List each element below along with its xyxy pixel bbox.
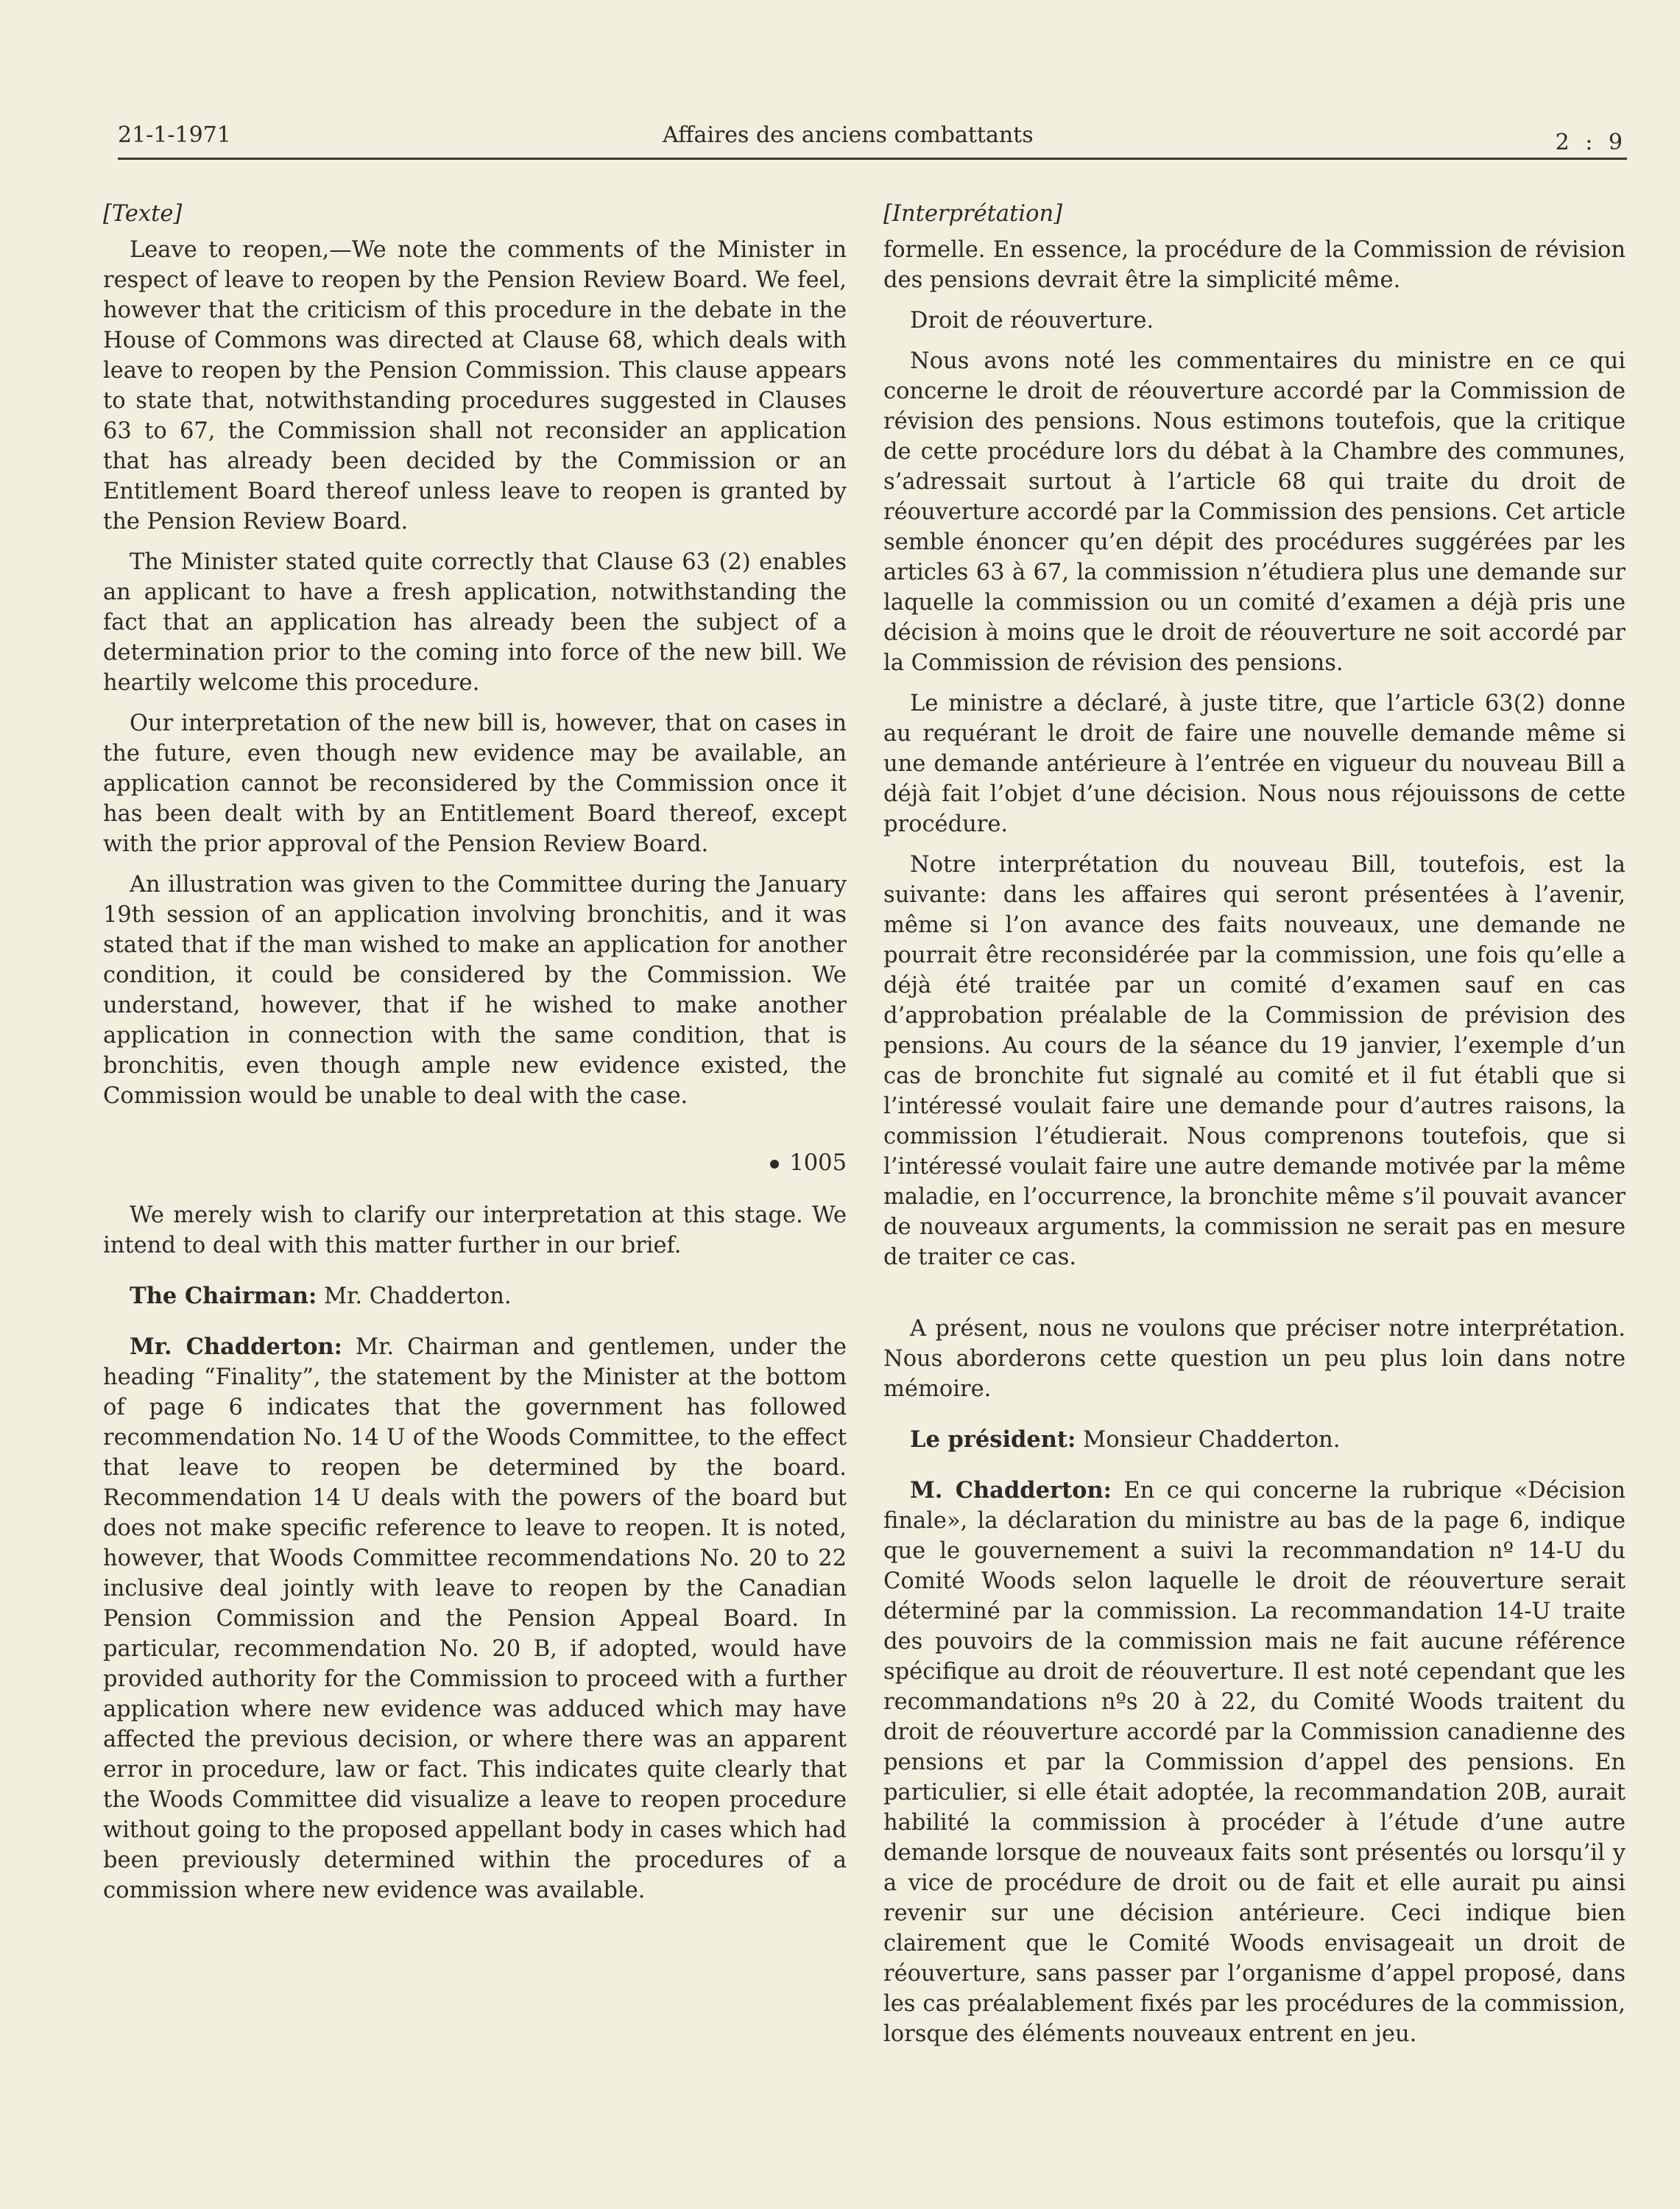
paragraph: We merely wish to clarify our interpretation at this stage. We intend to deal with this matter further in our brief. [103,1202,847,1258]
speaker-text: Mr. Chadderton. [323,1283,512,1309]
speaker-name: Le président: [910,1426,1076,1453]
page-header [118,116,1627,160]
speaker-paragraph [883,1425,1626,1455]
paragraph: An illustration was given to the Committee during the January 19th session of an application involving bronchitis, and it was stated that if the man wished to make an application for another condition, it could be considered by the Commission. We understand, however, that if he wished to make another application in connection with the same condition, that is bronchitis, even though ample new evidence existed, the Commission would be unable to deal with the case. [103,872,847,1109]
header-date: 21-1-1971 [118,122,231,148]
header-page-number: 2 : 9 [1555,130,1627,155]
speaker-text: Mr. Chairman and gentlemen, under the heading “Finality”, the statement by the Minister at the bottom of page 6 indicates that the government has followed recommendation No. 14 U of the Woods Committee, to the effect that leave to reopen be determined by the board. Recommendation 14 U deals with the powers of the board but does not make specific reference to leave to reopen. It is noted, however, that Woods Committee recommendations No. 20 to 22 inclusive deal jointly with leave to reopen by the Canadian Pension Commission and the Pension Appeal Board. In particular, recommendation No. 20 B, if adopted, would have provided authority for the Commission to proceed with a further application where new evidence was adduced which may have affected the previous decision, or where there was an apparent error in procedure, law or fact. This indicates quite clearly that the Woods Committee did visualize a leave to reopen procedure without going to the proposed appellant body in cases which had been previously determined within the procedures of a commission where new evidence was available. [103,1334,847,1903]
spacer [883,1283,1626,1314]
section-tag: [Interprétation] [883,201,1062,227]
speaker-name: M. Chadderton: [910,1477,1112,1504]
paragraph: A présent, nous ne voulons que préciser notre interprétation. Nous aborderons cette question un peu plus loin dans notre mémoire. [883,1316,1626,1402]
section-tag: [Texte] [103,201,183,227]
paragraph: Le ministre a déclaré, à juste titre, que l’article 63(2) donne au requérant le droit de faire une nouvelle demande même si une demande antérieure à l’entrée en vigueur du nouveau Bill a déjà fait l’objet d’une décision. Nous nous réjouissons de cette procédure. [883,691,1626,837]
header-title: Affaires des anciens combattants [663,122,1034,148]
speaker-text: En ce qui concerne la rubrique «Décision finale», la déclaration du ministre au bas de la page 6, indique que le gouvernement a suivi la recommandation nº 14-U du Comité Woods selon laquelle le droit de réouverture serait déterminé par la commission. La recommandation 14-U traite des pouvoirs de la commission mais ne fait aucune référence spécifique au droit de réouverture. Il est noté cependant que les recommandations nºs 20 à 22, du Comité Woods traitent du droit de réouverture accordé par la Commission canadienne des pensions et par la Commission d’appel des pensions. En particulier, si elle était adoptée, la recommandation 20B, aurait habilité la commission à procéder à l’étude d’une autre demande lorsque de nouveaux faits sont présentés ou lorsqu’il y a vice de procédure de droit ou de fait et elle aurait pu ainsi revenir sur une décision antérieure. Ceci indique bien clairement que le Comité Woods envisageait un droit de réouverture, sans passer par l’organisme d’appel proposé, dans les cas préalablement fixés par les procédures de la commission, lorsque des éléments nouveaux entrent en jeu. [883,1478,1626,2047]
french-column [883,199,1626,2060]
time-marker [103,1148,847,1178]
speaker-name: The Chairman: [130,1283,317,1309]
paragraph: Leave to reopen,—We note the comments of the Minister in respect of leave to reopen by the Pension Review Board. We feel, however that the criticism of this procedure in the debate in the House of Commons was directed at Clause 68, which deals with leave to reopen by the Pension Commission. This clause appears to state that, notwithstanding procedures suggested in Clauses 63 to 67, the Commission shall not reconsider an application that has already been decided by the Commission or an Entitlement Board thereof unless leave to reopen is granted by the Pension Review Board. [103,237,847,535]
speaker-paragraph [883,1476,1626,2049]
speaker-text: Monsieur Chadderton. [1082,1427,1341,1453]
bullet-icon [770,1160,779,1169]
paragraph: Nous avons noté les commentaires du ministre en ce qui concerne le droit de réouverture accordé par la Commission de révision des pensions. Nous estimons toutefois, que la critique de cette procédure lors du débat à la Chambre des communes, s’adressait surtout à l’article 68 qui traite du droit de réouverture accordé par la Commission des pensions. Cet article semble énoncer qu’en dépit des procédures suggérées par les articles 63 à 67, la commission n’étudiera plus une demande sur laquelle la commission ou un comité d’examen a déjà pris une décision à moins que le droit de réouverture ne soit accordé par la Commission de révision des pensions. [883,348,1626,676]
paragraph: formelle. En essence, la procédure de la Commission de révision des pensions devrait être la simplicité même. [883,237,1626,293]
speaker-paragraph [103,1332,847,1906]
paragraph: The Minister stated quite correctly that Clause 63 (2) enables an applicant to have a fresh application, notwithstanding the fact that an application has already been the subject of a determination prior to the coming into force of the new bill. We heartily welcome this procedure. [103,549,847,696]
speaker-paragraph [103,1281,847,1311]
paragraph: Droit de réouverture. [910,308,1154,334]
english-column [103,199,847,1916]
paragraph: Our interpretation of the new bill is, however, that on cases in the future, even though new evidence may be available, an application cannot be reconsidered by the Commission once it has been dealt with by an Entitlement Board thereof, except with the prior approval of the Pension Review Board. [103,711,847,857]
speaker-name: Mr. Chadderton: [130,1333,342,1360]
paragraph: Notre interprétation du nouveau Bill, toutefois, est la suivante: dans les affaires qui seront présentées à l’avenir, même si l’on avance des faits nouveaux, une demande ne pourrait être reconsidérée par la commission, une fois qu’elle a déjà été traitée par un comité d’examen sauf en cas d’approbation préalable de la Commission de prévision des pensions. Au cours de la séance du 19 janvier, l’exemple d’un cas de bronchite fut signalé au comité et il fut établi que si l’intéressé voulait faire une demande pour d’autres raisons, la commission l’étudierait. Nous comprenons toutefois, que si l’intéressé voulait faire une autre demande motivée par la même maladie, en l’occurrence, la bronchite même s’il pouvait avancer de nouveaux arguments, la commission ne serait pas en mesure de traiter ce cas. [883,852,1626,1270]
time-marker-text: 1005 [789,1150,847,1176]
